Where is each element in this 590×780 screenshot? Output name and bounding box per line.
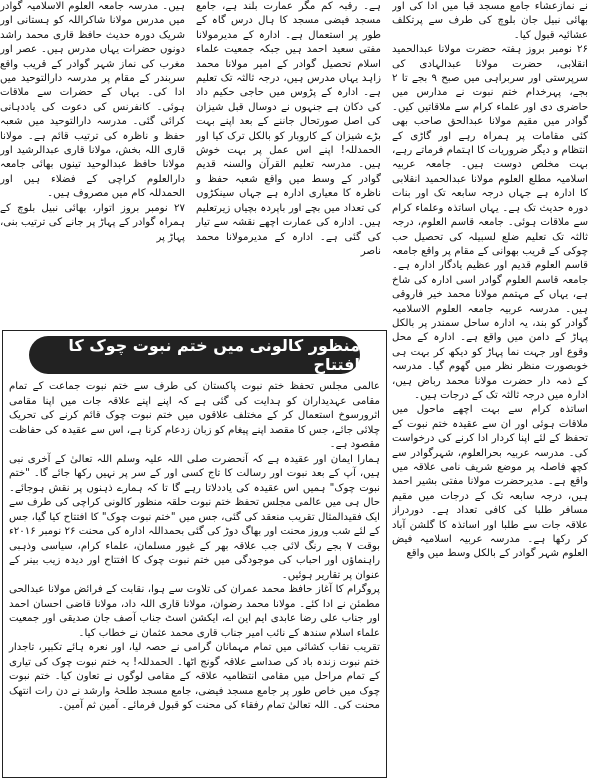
news-paragraph: ہمارا ایمان اور عقیدہ ہے کہ آنحضرت صلی اللہ علیہ وسلم اللہ تعالیٰ کے آخری نبی ہیں، آپ کے بعد نبوت اور رسالت کا تاج کسی اور کے سر پر نہیں رکھا جائے گا۔ "ختم نبوت چوک" ہمیں اس عقیدہ کی یاددلاتا رہے گا تا کہ ہمارے ذہنوں پر نقش ہوجائے۔ حال ہی میں عالمی مجلس تحفظ ختم نبوت حلقہ منظور کالونی کراچی کی طرف سے ایک فقیدالمثال تقریب منعقد کی گئی، جس میں "ختم نبوت چوک" کا افتتاح کیا گیا، جس کے لئے شب وروز محنت اور بھاگ دوڑ کی گئی بحمداللہ ادارہ کی محنت ۲۶ نومبر ۲۰۱۶ء بوقت ۷ بجے رنگ لائی جب علاقہ بھر کے غیور مسلمان، علماء کرام، سیاسی وذہبی راہنماؤں اور احباب کی موجودگی میں ختم نبوت چوک کا افتتاح اور دیدہ زیب بینر کے عنوان پر تقاریر ہوئیں۔ bbox=[9, 453, 380, 581]
news-box-body bbox=[3, 380, 386, 714]
article-paragraph: نے نمازعشاء جامع مسجد قبا میں ادا کی اور بھائی نبیل جان بلوچ کی طرف سے پرتکلف عشائیہ قبول کیا۔ bbox=[392, 1, 588, 41]
news-box-title: منظور کالونی میں ختم نبوت چوک کا افتتاح bbox=[29, 336, 360, 374]
article-column-middle bbox=[196, 0, 381, 259]
article-column-right bbox=[392, 0, 588, 776]
article-paragraph: اساتذہ کرام سے بہت اچھے ماحول میں ملاقات ہوئی اور ان سے عقیدہ ختم نبوت کے تحفظ کے لئے اپنا کردار ادا کرنے کی درخواست کی۔ مدرسہ عربیہ بحرالعلوم، شہرگوادر سے کچھ فاصلہ پر موضع شریف نامی علاقہ میں واقع ہے۔ مدیرحضرت مولانا مفتی بشیر احمد ہیں، درجہ سابعہ تک کے درجات میں مقیم مسافر طلبا کی کافی تعداد ہے۔ دوردراز علاقہ جات سے طلبا اور اساتذہ کا گلشن آباد کر رکھا ہے۔ مدرسہ عربیہ اسلامیہ فیض العلوم شہر گوادر کے بالکل وسط میں واقع bbox=[392, 404, 588, 560]
news-paragraph: پروگرام کا آغاز حافظ محمد عمران کی تلاوت سے ہوا، نقابت کے فرائض مولانا عبدالحی مطمئن نے ادا کئے۔ مولانا محمد رضوان، مولانا قاری اللہ داد، مولانا قاضی احسان احمد اور جناب علی رضا عابدی ایم این اے، ایکشن اسٹ جناب آصف جان صدیقی اور جمعیت علماء اسلام سندھ کے نائب امیر جناب قاری محمد عثمان نے خطاب کیا۔ bbox=[9, 584, 380, 639]
news-paragraph: عالمی مجلس تحفظ ختم نبوت پاکستان کی طرف سے ختم نبوت جماعت کے تمام مقامی عہدیداران کو ہدایت کی گئی ہے کہ اپنے اپنے علاقہ جات میں اپنا مقامی اثرورسوخ استعمال کر کے مختلف علاقوں میں ختم نبوت چوک قائم کرنے کی تحریک چلائی جائے، جس کا مقصد اپنے پیغام کو زبان زدعام کرنا ہے، اس سے عقیدہ کی حفاظت مقصود ہے۔ bbox=[9, 381, 380, 450]
article-paragraph: ۲۷ نومبر بروز اتوار، بھائی نبیل بلوچ کے ہمراہ گوادر کے پہاڑ پر جانے کی ترتیب بنی، پہاڑ پر bbox=[0, 202, 185, 243]
article-paragraph: ہیں۔ مدرسہ جامعہ العلوم الاسلامیہ گوادر میں مدرس مولانا شاکراللہ کو ہستانی اور شریک دورہ حدیث حافظ قاری محمد راشد دونوں حضرات یہاں مدرس ہیں۔ عصر اور مغرب کی نماز شہر گوادر کے قریب واقع سربندر کے مقام پر مدرسہ دارالتوحید میں ادا کی۔ یہاں کے حضرات سے ملاقات ہوئی۔ کانفرنس کی دعوت کی یاددہانی کرائی گئی۔ مدرسہ دارالتوحید میں شعبہ حفظ و ناظرہ کی ترتیب قائم ہے۔ مولانا قاری اللہ بخش، مولانا قاری عبدالرشید اور مولانا حافظ عبدالوحید تینوں بھائی جامعہ دارالعلوم کراچی کے فضلاء ہیں اور الحمدللہ کام میں مصروف ہیں۔ bbox=[0, 1, 185, 200]
news-paragraph: تقریب نقاب کشائی میں تمام مہمانان گرامی نے حصہ لیا، اور نعرہ ہائے تکبیر، تاجدار ختم نبوت زندہ باد کی صداسے علاقہ گونج اٹھا۔ الحمدللہ! یہ ختم نبوت چوک کی تیاری کے تمام مراحل میں مقامی انتظامیہ علاقہ کے مقامی لوگوں نے تعاون کیا۔ ختم نبوت چوک میں خاص طور پر جامع مسجد فیضی، جامع مسجد طلحہٰ وارشد نے دن رات انتھک محنت کی۔ اللہ تعالیٰ تمام رفقاء کی محنت کو قبول فرمائے۔ آمین ثم آمین۔ bbox=[9, 642, 380, 711]
article-paragraph: ۲۶ نومبر بروز ہفتہ حضرت مولانا عبدالحمید انقلابی، حضرت مولانا عبدالہادی کی سرپرستی اور سربراہی میں صبح ۹ بجے تا ۲ بجے، پہرخدام ختم نبوت نے مدارس میں حاضری دی اور علماء کرام سے ملاقاتیں کیں۔ گوادر میں مقیم مولانا عبدالحق صاحب بھی کئی مقامات پر ہمراہ رہے اور گاڑی کے انتظام و دیگر ضروریات کا اہتمام فرماتے رہے، بہت مخلص دوست ہیں۔ جامعہ عربیہ اسلامیہ مطلع العلوم مولانا عبدالحمید انقلابی کا ادارہ ہے جہاں درجہ سابعہ تک اور بنات دورہ حدیث تک ہے۔ یہاں اساتذہ وعلماء کرام سے ملاقات ہوئی۔ جامعہ قاسم العلوم، درجہ ثالثہ تک تعلیم ضلع لسبیلہ کی تحصیل حب چوکی کے قریب بھوانی کے مقام پر واقع جامعہ قاسم العلوم قدیم اور عظیم یادگار ادارہ ہے۔ جامعہ قاسم العلوم گوادر اسی ادارہ کی شاخ ہے، یہاں کے مہتمم مولانا محمد خیر فاروقی ہیں۔ مدرسہ عربیہ جامعہ العلوم الاسلامیہ گوادر کو بند، یہ ادارہ ساحل سمندر پر بالکل پہاڑ کے دامن میں واقع ہے۔ ادارہ کے محل وقوع اور جہت نما پہاڑ کو دیکھ کر بہت ہی خوبصورت منظر نظر میں گھوم گیا۔ مدرسہ کے ذمہ دار حضرت مولانا محمد رباض ہیں، ادارہ میں درجہ ثالثہ تک کے درجات ہیں۔ bbox=[392, 44, 588, 401]
news-box bbox=[2, 330, 387, 778]
article-paragraph: ہے۔ رقبہ کم مگر عمارت بلند ہے، جامع مسجد فیضی مسجد کا ہال درس گاہ کے طور پر استعمال ہے۔ ادارہ کے مدیرمولانا مفتی سعید احمد ہیں جبکہ جمعیت علماء اسلام تحصیل گوادر کے امیر مولانا محمد زاہد یہاں مدرس ہیں، درجہ ثالثہ تک تعلیم ہے۔ ادارہ کے پڑوس میں حاجی حکیم داد کی دکان ہے جنہوں نے دوسال قبل شیزان کی اصل صورتحال جاننے کے بعد اپنے بہت بڑے شیزان کے کاروبار کو بالکل ترک کیا اور الحمدللہ! اپنے اس عمل پر بہت خوش ہیں۔ مدرسہ تعلیم القرآن والسنہ قدیم گوادر کے وسط میں واقع شعبہ حفظ و ناظرہ کا معیاری ادارہ ہے جہاں سینکڑوں کی تعداد میں بچے اور باپردہ بچیاں زیرتعلیم ہیں۔ ادارہ کی عمارت اچھے نقشہ سے تیار کی گئی ہے۔ ادارہ کے مدیرمولانا محمد ناصر bbox=[196, 1, 381, 257]
article-column-left bbox=[0, 0, 185, 245]
